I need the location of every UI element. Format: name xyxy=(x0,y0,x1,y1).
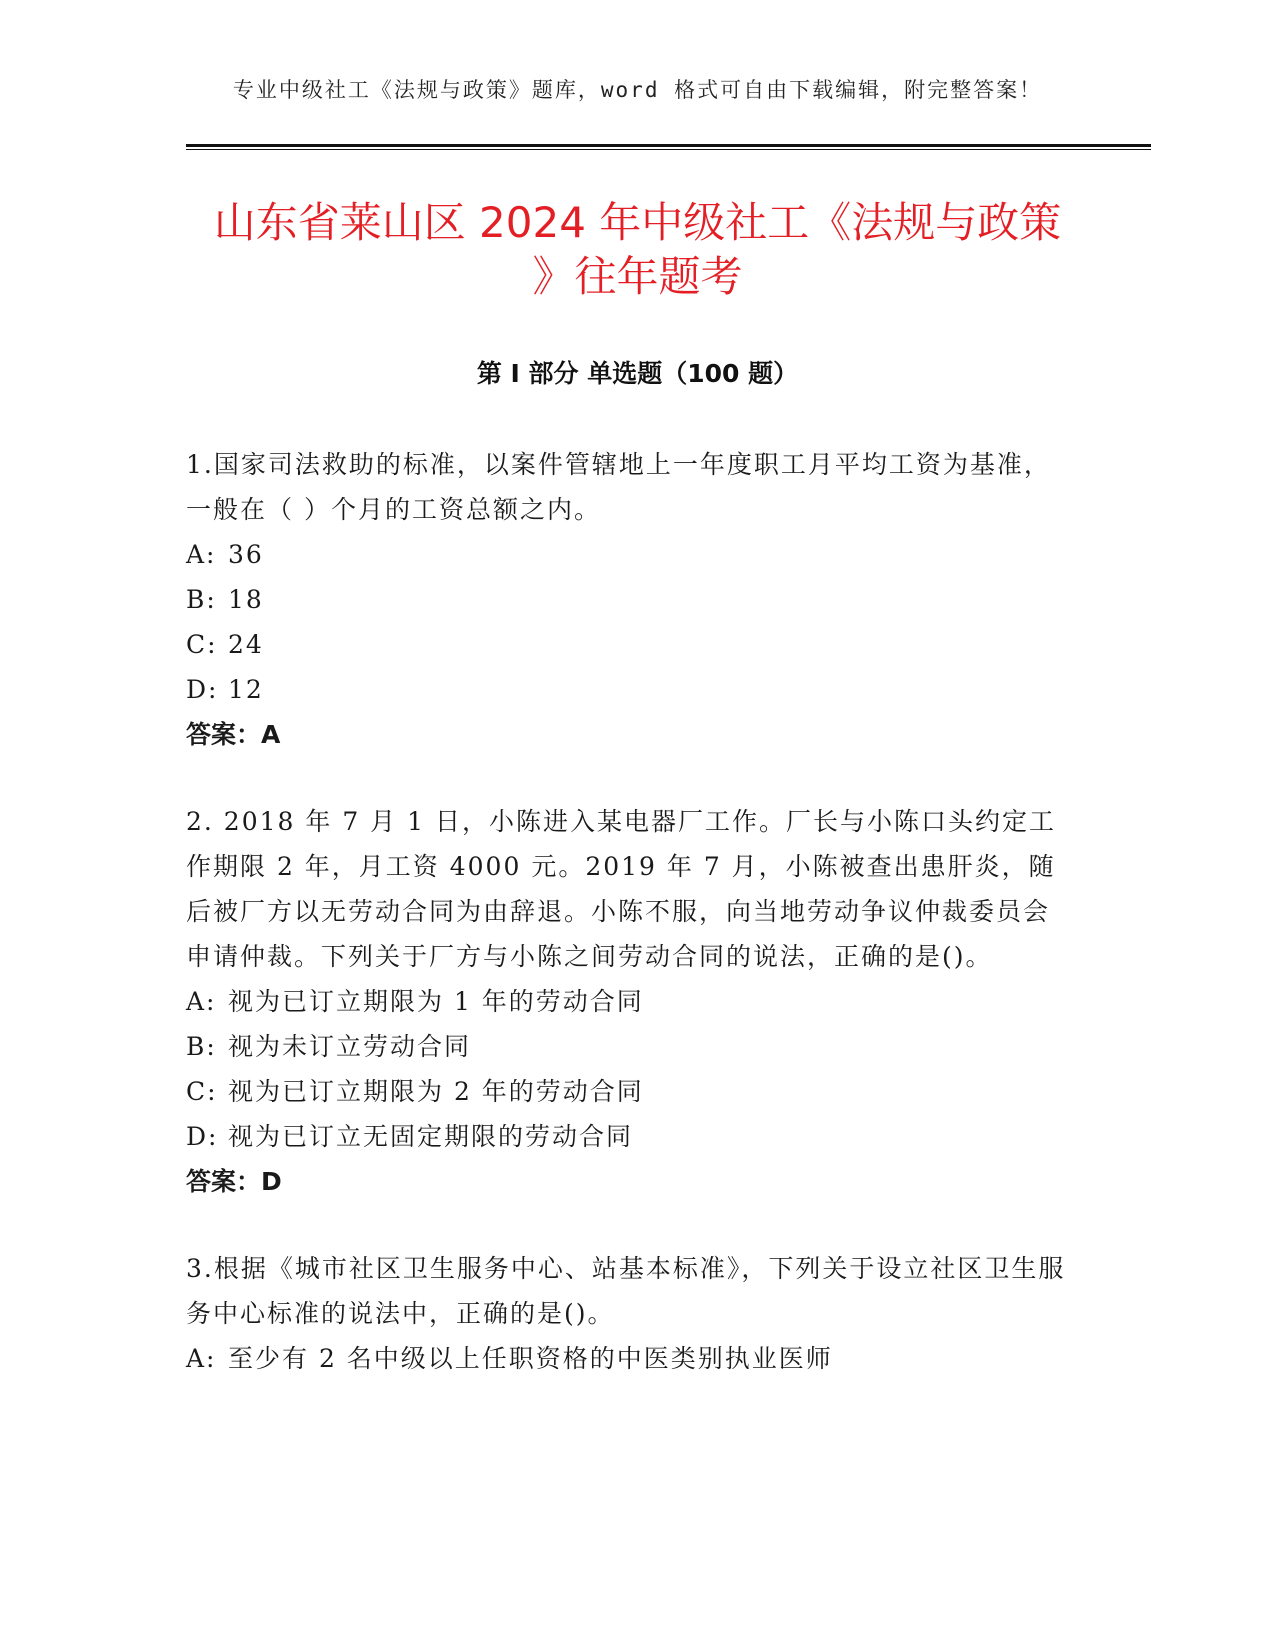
header-note: 专业中级社工《法规与政策》题库，word 格式可自由下载编辑，附完整答案！ xyxy=(232,78,1043,102)
question-list xyxy=(186,442,1076,1423)
option-c xyxy=(186,622,1076,667)
option-a xyxy=(186,532,1076,577)
option-letter: A: xyxy=(186,987,217,1016)
option-text: 12 xyxy=(228,675,264,704)
section-heading: 第 I 部分 单选题（100 题） xyxy=(476,359,799,388)
header-divider xyxy=(186,144,1151,150)
document-title xyxy=(170,196,1105,304)
option-letter: B: xyxy=(186,1032,217,1061)
option-letter: C: xyxy=(186,630,218,659)
question-stem: 3.根据《城市社区卫生服务中心、站基本标准》，下列关于设立社区卫生服务中心标准的说法中，正确的是()。 xyxy=(186,1254,1066,1328)
option-letter: A: xyxy=(186,540,217,569)
option-b xyxy=(186,577,1076,622)
option-text: 24 xyxy=(228,630,264,659)
option-letter: D: xyxy=(186,675,219,704)
option-text: 至少有 2 名中级以上任职资格的中医类别执业医师 xyxy=(228,1344,833,1373)
title-line-1: 山东省莱山区 2024 年中级社工《法规与政策 xyxy=(213,198,1062,247)
option-b xyxy=(186,1024,1076,1069)
answer-line: 答案：D xyxy=(186,1167,282,1196)
option-text: 视为已订立期限为 1 年的劳动合同 xyxy=(228,987,644,1016)
option-letter: D: xyxy=(186,1122,219,1151)
option-a xyxy=(186,1336,1076,1381)
option-text: 36 xyxy=(228,540,264,569)
option-d xyxy=(186,667,1076,712)
question-3 xyxy=(186,1246,1076,1381)
answer-line: 答案：A xyxy=(186,720,281,749)
option-a xyxy=(186,979,1076,1024)
option-c xyxy=(186,1069,1076,1114)
option-letter: C: xyxy=(186,1077,218,1106)
option-letter: B: xyxy=(186,585,217,614)
option-text: 视为未订立劳动合同 xyxy=(228,1032,472,1061)
question-1 xyxy=(186,442,1076,757)
question-stem: 1.国家司法救助的标准，以案件管辖地上一年度职工月平均工资为基准，一般在（ ）个月的工资总额之内。 xyxy=(186,450,1051,524)
option-text: 视为已订立无固定期限的劳动合同 xyxy=(228,1122,634,1151)
option-text: 18 xyxy=(228,585,264,614)
title-line-2: 》往年题考 xyxy=(532,252,743,301)
option-d xyxy=(186,1114,1076,1159)
option-text: 视为已订立期限为 2 年的劳动合同 xyxy=(228,1077,644,1106)
option-letter: A: xyxy=(186,1344,217,1373)
question-stem: 2. 2018 年 7 月 1 日，小陈进入某电器厂工作。厂长与小陈口头约定工作期限 2 年，月工资 4000 元。2019 年 7 月，小陈被查出患肝炎，随后被厂方以无劳动合同为由辞退。小陈不服，向当地劳动争议仲裁委员会申请仲裁。下列关于厂方与小陈之间劳动合同的说法，正确的是()。 xyxy=(186,807,1056,971)
question-2 xyxy=(186,799,1076,1204)
